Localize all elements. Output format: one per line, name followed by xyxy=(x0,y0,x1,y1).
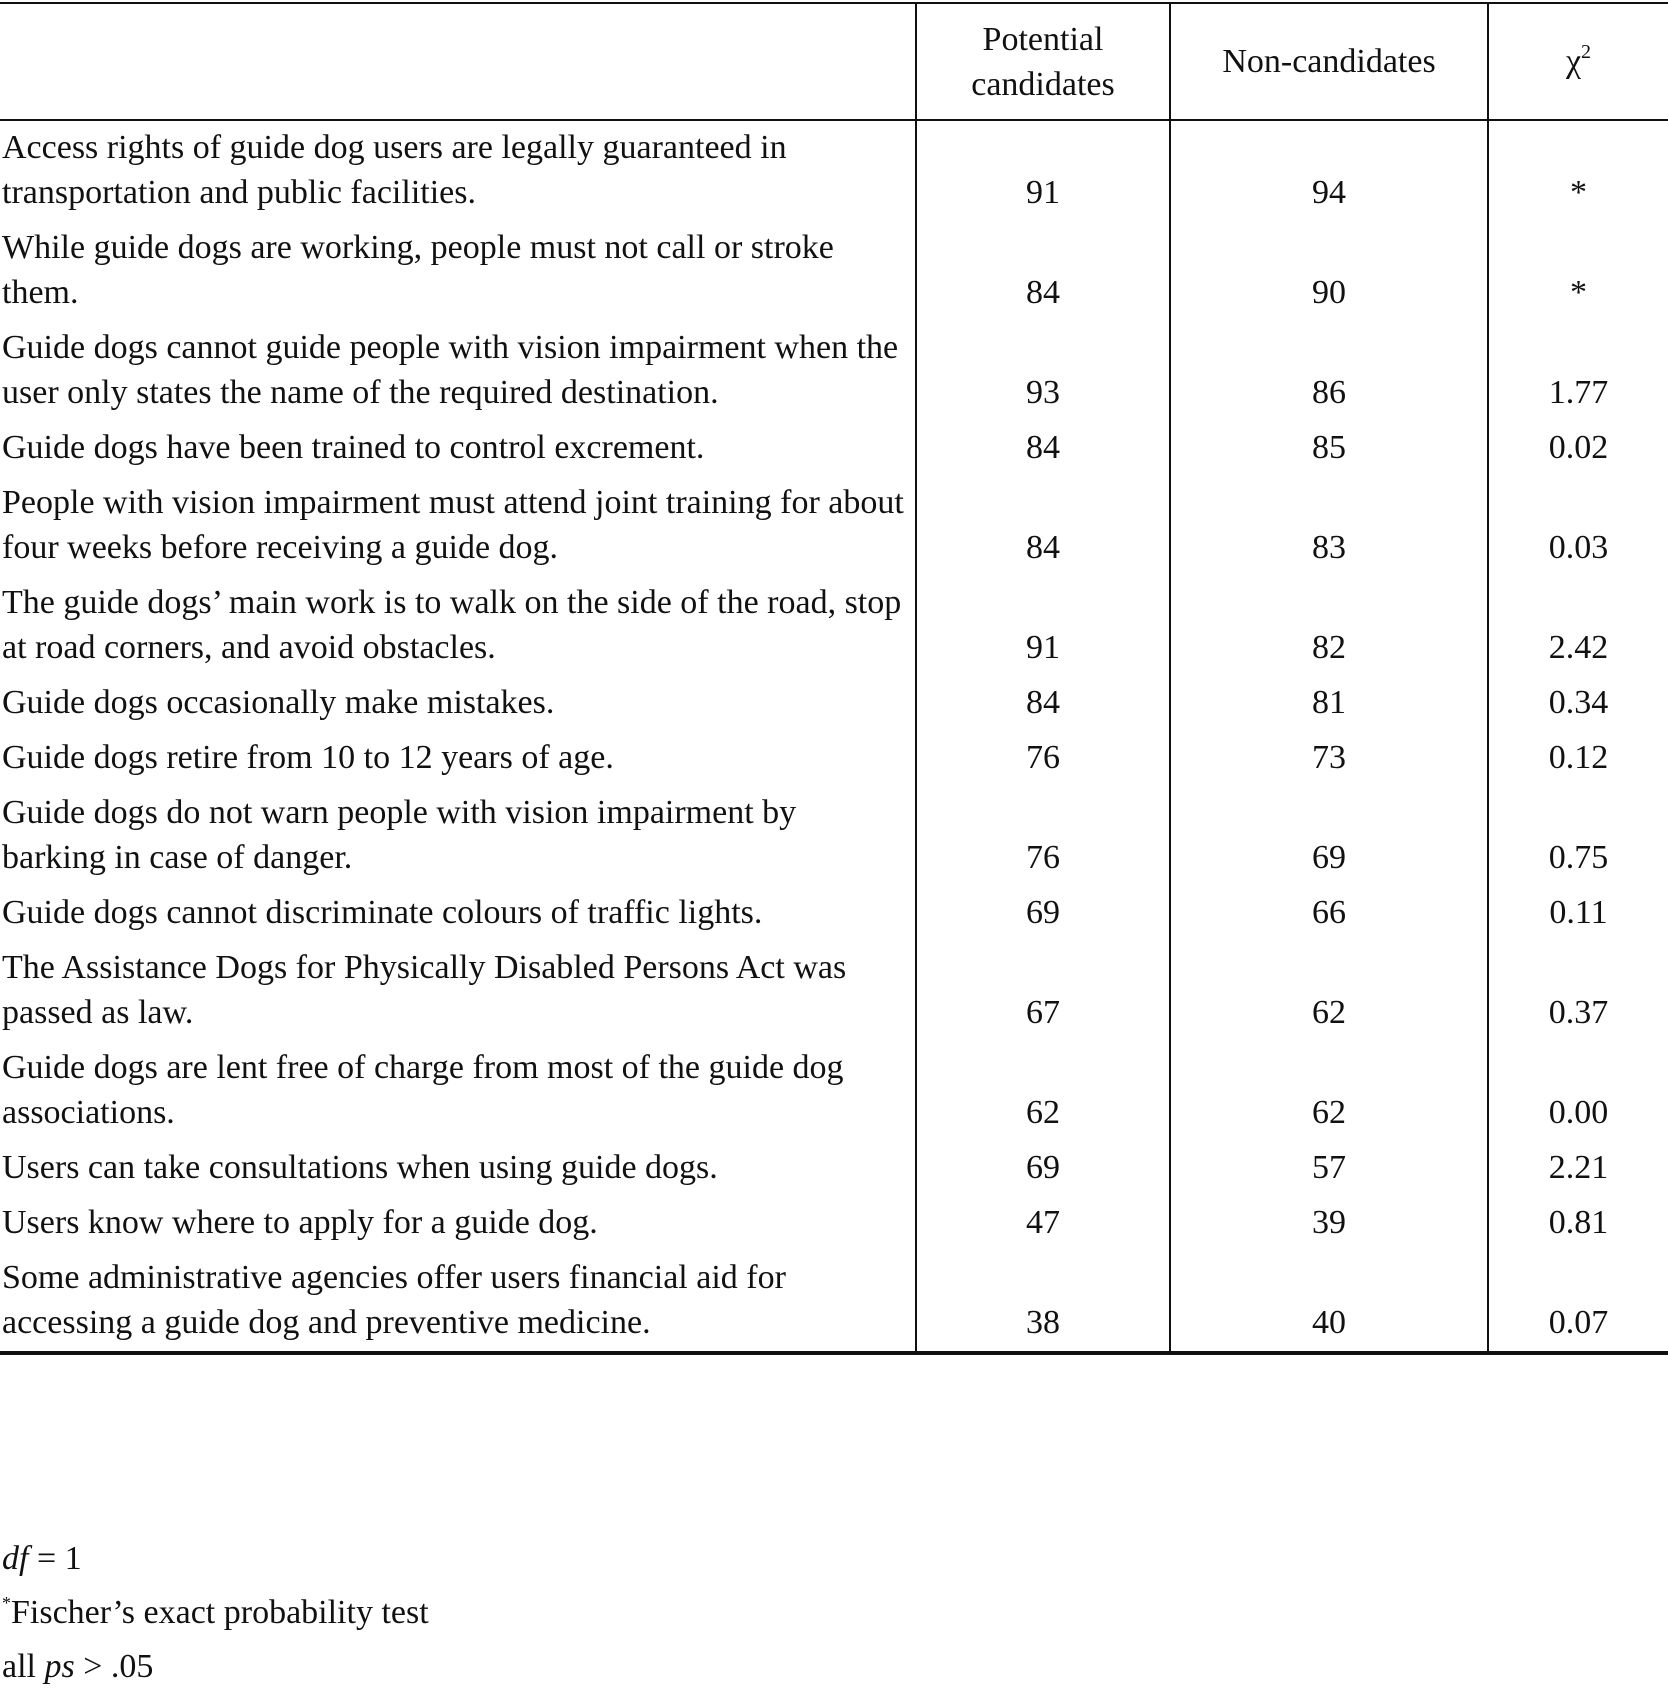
chi-square-cell: 0.02 xyxy=(1488,421,1668,476)
non-candidates-cell: 62 xyxy=(1170,1041,1488,1141)
ps-label: ps xyxy=(44,1648,75,1685)
statement-cell: Users know where to apply for a guide dog. xyxy=(2,1204,598,1241)
potential-candidates-cell: 93 xyxy=(916,321,1170,421)
non-candidates-cell: 82 xyxy=(1170,576,1488,676)
fisher-text: Fischer’s exact probability test xyxy=(11,1594,429,1631)
non-candidates-cell: 85 xyxy=(1170,421,1488,476)
chi-square-cell: 0.12 xyxy=(1488,731,1668,786)
chi-square-cell: 0.07 xyxy=(1488,1251,1668,1353)
potential-candidates-cell: 69 xyxy=(916,886,1170,941)
note-ps xyxy=(2,1640,429,1694)
non-candidates-cell: 40 xyxy=(1170,1251,1488,1353)
non-candidates-cell: 81 xyxy=(1170,676,1488,731)
non-candidates-cell: 62 xyxy=(1170,941,1488,1041)
potential-candidates-cell: 84 xyxy=(916,221,1170,321)
header-statement xyxy=(0,3,916,120)
statement-cell: Guide dogs have been trained to control excrement. xyxy=(2,429,705,466)
potential-candidates-cell: 91 xyxy=(916,120,1170,221)
potential-candidates-cell: 84 xyxy=(916,421,1170,476)
table-row xyxy=(0,576,1668,676)
note-df xyxy=(2,1532,429,1586)
table-row xyxy=(0,120,1668,221)
chi-square-cell: 2.42 xyxy=(1488,576,1668,676)
chi-square-cell: 0.03 xyxy=(1488,476,1668,576)
non-candidates-cell: 83 xyxy=(1170,476,1488,576)
df-label: df xyxy=(2,1540,29,1577)
statement-cell: People with vision impairment must attend joint training for about four weeks before receiving a guide dog. xyxy=(2,484,904,566)
header-chi-square xyxy=(1488,3,1668,120)
chi-square-cell: 2.21 xyxy=(1488,1141,1668,1196)
header-potential-candidates: Potential candidates xyxy=(916,3,1170,120)
table-row xyxy=(0,1141,1668,1196)
chi-superscript: 2 xyxy=(1581,41,1592,63)
table-row xyxy=(0,786,1668,886)
potential-candidates-cell: 62 xyxy=(916,1041,1170,1141)
chi-square-cell: 1.77 xyxy=(1488,321,1668,421)
statement-cell: The Assistance Dogs for Physically Disabled Persons Act was passed as law. xyxy=(2,949,847,1031)
ps-prefix: all xyxy=(2,1648,45,1685)
non-candidates-cell: 90 xyxy=(1170,221,1488,321)
table-row xyxy=(0,731,1668,786)
fisher-mark: * xyxy=(2,1593,11,1613)
statement-cell: Guide dogs cannot guide people with vision impairment when the user only states the name of the required destination. xyxy=(2,329,899,411)
potential-candidates-cell: 76 xyxy=(916,786,1170,886)
potential-candidates-cell: 67 xyxy=(916,941,1170,1041)
statement-cell: Access rights of guide dog users are legally guaranteed in transportation and public facilities. xyxy=(2,129,787,211)
potential-candidates-cell: 91 xyxy=(916,576,1170,676)
non-candidates-cell: 39 xyxy=(1170,1196,1488,1251)
statement-cell: Some administrative agencies offer users financial aid for accessing a guide dog and preventive medicine. xyxy=(0,1251,916,1353)
potential-candidates-cell: 84 xyxy=(916,676,1170,731)
non-candidates-cell: 86 xyxy=(1170,321,1488,421)
ps-suffix: > .05 xyxy=(74,1648,154,1685)
table-row xyxy=(0,886,1668,941)
chi-square-cell: 0.34 xyxy=(1488,676,1668,731)
table-body xyxy=(0,120,1668,1353)
non-candidates-cell: 66 xyxy=(1170,886,1488,941)
table-row xyxy=(0,941,1668,1041)
chi-square-cell: 0.00 xyxy=(1488,1041,1668,1141)
potential-candidates-cell: 76 xyxy=(916,731,1170,786)
statement-cell: Guide dogs do not warn people with vision impairment by barking in case of danger. xyxy=(2,794,797,876)
table-row xyxy=(0,421,1668,476)
non-candidates-cell: 69 xyxy=(1170,786,1488,886)
table-notes xyxy=(2,1532,429,1694)
chi-symbol: χ xyxy=(1565,43,1582,80)
statement-cell: While guide dogs are working, people must not call or stroke them. xyxy=(2,229,834,311)
non-candidates-cell: 57 xyxy=(1170,1141,1488,1196)
statement-cell: The guide dogs’ main work is to walk on the side of the road, stop at road corners, and avoid obstacles. xyxy=(2,584,902,666)
chi-square-cell: * xyxy=(1488,120,1668,221)
statement-cell: Guide dogs retire from 10 to 12 years of age. xyxy=(2,739,614,776)
non-candidates-cell: 94 xyxy=(1170,120,1488,221)
df-value: = 1 xyxy=(28,1540,82,1577)
statement-cell: Guide dogs are lent free of charge from most of the guide dog associations. xyxy=(2,1049,844,1131)
statement-cell: Users can take consultations when using guide dogs. xyxy=(2,1149,718,1186)
potential-candidates-cell: 69 xyxy=(916,1141,1170,1196)
statement-cell: Guide dogs cannot discriminate colours of traffic lights. xyxy=(2,894,763,931)
table-row xyxy=(0,476,1668,576)
header-row xyxy=(0,3,1668,120)
header-non-candidates: Non-candidates xyxy=(1170,3,1488,120)
table-row xyxy=(0,676,1668,731)
table-row xyxy=(0,321,1668,421)
chi-square-cell: 0.81 xyxy=(1488,1196,1668,1251)
table-row xyxy=(0,1251,1668,1353)
table-row xyxy=(0,1041,1668,1141)
chi-square-cell: 0.75 xyxy=(1488,786,1668,886)
chi-square-cell: 0.37 xyxy=(1488,941,1668,1041)
potential-candidates-cell: 38 xyxy=(916,1251,1170,1353)
chi-square-cell: * xyxy=(1488,221,1668,321)
note-fisher xyxy=(2,1586,429,1640)
potential-candidates-cell: 84 xyxy=(916,476,1170,576)
chi-square-cell: 0.11 xyxy=(1488,886,1668,941)
potential-candidates-cell: 47 xyxy=(916,1196,1170,1251)
statement-cell: Guide dogs occasionally make mistakes. xyxy=(2,684,555,721)
table-row xyxy=(0,221,1668,321)
table-row xyxy=(0,1196,1668,1251)
non-candidates-cell: 73 xyxy=(1170,731,1488,786)
knowledge-table xyxy=(0,2,1668,1355)
